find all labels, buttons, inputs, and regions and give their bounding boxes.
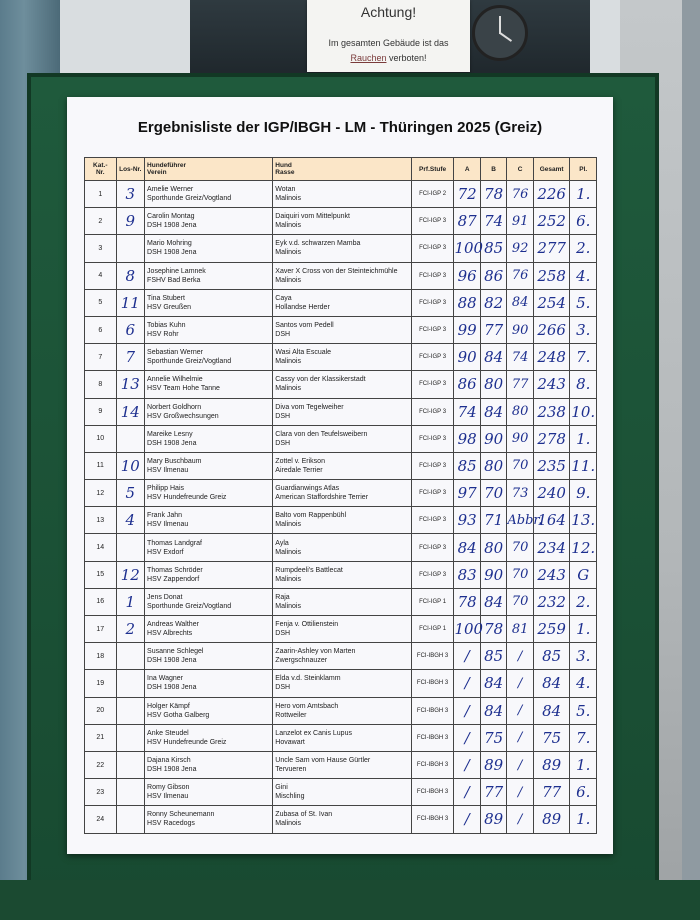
stufe-cell: FCI-IGP 3 (411, 480, 454, 507)
table-row (85, 697, 597, 724)
score-b-cell: 82 (480, 289, 506, 316)
score-a-cell: / (454, 779, 480, 806)
los-cell (116, 534, 145, 561)
los-cell (116, 751, 145, 778)
no-smoking-notice (307, 0, 470, 72)
table-row (85, 724, 597, 751)
total-cell: 75 (533, 724, 570, 751)
dog-cell: Elda v.d. Steinklamm DSH (273, 670, 411, 697)
los-cell: 4 (116, 507, 145, 534)
total-cell: 235 (533, 452, 570, 479)
score-a-cell: 93 (454, 507, 480, 534)
sheet-title: Ergebnisliste der IGP/IBGH - LM - Thüringen 2025 (Greiz) (137, 119, 543, 136)
handler-cell: Norbert Goldhorn HSV Großwechsungen (145, 398, 273, 425)
score-a-cell: / (454, 697, 480, 724)
kat-cell: 6 (85, 316, 117, 343)
score-b-cell: 74 (480, 208, 506, 235)
dog-cell: Caya Hollandse Herder (273, 289, 411, 316)
score-c-cell: 90 (507, 316, 533, 343)
score-a-cell: 85 (454, 452, 480, 479)
place-cell: 8. (570, 371, 597, 398)
score-b-cell: 85 (480, 643, 506, 670)
total-cell: 238 (533, 398, 570, 425)
los-cell: 3 (116, 181, 145, 208)
handler-cell: Philipp Hais HSV Hundefreunde Greiz (145, 480, 273, 507)
kat-cell: 11 (85, 452, 117, 479)
board-base (0, 880, 700, 920)
kat-cell: 19 (85, 670, 117, 697)
table-row (85, 181, 597, 208)
los-cell (116, 779, 145, 806)
stufe-cell: FCI-IGP 3 (411, 344, 454, 371)
stufe-cell: FCI-IGP 3 (411, 289, 454, 316)
score-a-cell: 72 (454, 181, 480, 208)
stufe-cell: FCI-IGP 1 (411, 616, 454, 643)
kat-cell: 7 (85, 344, 117, 371)
score-a-cell: 88 (454, 289, 480, 316)
place-cell: 2. (570, 235, 597, 262)
total-cell: 248 (533, 344, 570, 371)
stufe-cell: FCI-IBGH 3 (411, 697, 454, 724)
wall-clock-icon (472, 5, 528, 61)
header-stufe: Prf.Stufe (411, 158, 454, 181)
header-c: C (507, 158, 533, 181)
handler-cell: Tina Stubert HSV Greußen (145, 289, 273, 316)
total-cell: 258 (533, 262, 570, 289)
stufe-cell: FCI-IGP 3 (411, 262, 454, 289)
stufe-cell: FCI-IBGH 3 (411, 779, 454, 806)
score-b-cell: 89 (480, 751, 506, 778)
table-row (85, 806, 597, 833)
window-frame-bar (590, 0, 622, 75)
total-cell: 277 (533, 235, 570, 262)
dog-cell: Zaarin-Ashley von Marten Zwergschnauzer (273, 643, 411, 670)
score-c-cell: 74 (507, 344, 533, 371)
dog-cell: Ayla Malinois (273, 534, 411, 561)
place-cell: 3. (570, 643, 597, 670)
place-cell: 4. (570, 262, 597, 289)
kat-cell: 20 (85, 697, 117, 724)
dog-cell: Diva vom Tegelweiher DSH (273, 398, 411, 425)
stufe-cell: FCI-IGP 3 (411, 561, 454, 588)
place-cell: 6. (570, 779, 597, 806)
place-cell: 1. (570, 425, 597, 452)
dog-cell: Balto vom Rappenbühl Malinois (273, 507, 411, 534)
place-cell: 1. (570, 616, 597, 643)
score-a-cell: 100 (454, 235, 480, 262)
stufe-cell: FCI-IGP 3 (411, 316, 454, 343)
header-platz: Pl. (570, 158, 597, 181)
score-b-cell: 84 (480, 670, 506, 697)
los-cell: 12 (116, 561, 145, 588)
kat-cell: 22 (85, 751, 117, 778)
handler-cell: Andreas Walther HSV Albrechts (145, 616, 273, 643)
total-cell: 89 (533, 806, 570, 833)
dog-cell: Hero vom Amtsbach Rottweiler (273, 697, 411, 724)
stufe-cell: FCI-IGP 3 (411, 371, 454, 398)
dog-cell: Wotan Malinois (273, 181, 411, 208)
los-cell: 5 (116, 480, 145, 507)
dog-cell: Fenja v. Ottilienstein DSH (273, 616, 411, 643)
handler-cell: Holger Kämpf HSV Gotha Galberg (145, 697, 273, 724)
table-row (85, 616, 597, 643)
place-cell: 9. (570, 480, 597, 507)
score-c-cell: 70 (507, 588, 533, 615)
score-c-cell: / (507, 724, 533, 751)
stufe-cell: FCI-IGP 1 (411, 588, 454, 615)
table-row (85, 371, 597, 398)
dog-cell: Raja Malinois (273, 588, 411, 615)
dog-cell: Zubasa of St. Ivan Malinois (273, 806, 411, 833)
handler-cell: Thomas Schröder HSV Zappendorf (145, 561, 273, 588)
stufe-cell: FCI-IGP 3 (411, 534, 454, 561)
score-c-cell: 81 (507, 616, 533, 643)
total-cell: 85 (533, 643, 570, 670)
score-a-cell: / (454, 751, 480, 778)
los-cell: 9 (116, 208, 145, 235)
kat-cell: 8 (85, 371, 117, 398)
score-b-cell: 70 (480, 480, 506, 507)
total-cell: 259 (533, 616, 570, 643)
score-a-cell: / (454, 724, 480, 751)
place-cell: 3. (570, 316, 597, 343)
total-cell: 84 (533, 697, 570, 724)
handler-cell: Anke Steudel HSV Hundefreunde Greiz (145, 724, 273, 751)
kat-cell: 3 (85, 235, 117, 262)
los-cell (116, 806, 145, 833)
los-cell (116, 643, 145, 670)
table-row (85, 588, 597, 615)
score-c-cell: 76 (507, 181, 533, 208)
dog-cell: Cassy von der Klassikerstadt Malinois (273, 371, 411, 398)
score-a-cell: 74 (454, 398, 480, 425)
place-cell: G (570, 561, 597, 588)
table-row (85, 751, 597, 778)
handler-cell: Frank Jahn HSV Ilmenau (145, 507, 273, 534)
header-gesamt: Gesamt (533, 158, 570, 181)
dog-cell: Clara von den Teufelsweibern DSH (273, 425, 411, 452)
score-c-cell: 90 (507, 425, 533, 452)
total-cell: 252 (533, 208, 570, 235)
results-table (84, 157, 597, 834)
kat-cell: 21 (85, 724, 117, 751)
handler-cell: Sebastian Werner Sporthunde Greiz/Vogtland (145, 344, 273, 371)
dog-cell: Xaver X Cross von der Steinteichmühle Malinois (273, 262, 411, 289)
total-cell: 89 (533, 751, 570, 778)
total-cell: 234 (533, 534, 570, 561)
place-cell: 10. (570, 398, 597, 425)
score-b-cell: 80 (480, 371, 506, 398)
place-cell: 5. (570, 697, 597, 724)
window-frame-bar (60, 0, 190, 75)
score-a-cell: 100 (454, 616, 480, 643)
score-b-cell: 90 (480, 561, 506, 588)
total-cell: 164 (533, 507, 570, 534)
table-row (85, 398, 597, 425)
los-cell: 2 (116, 616, 145, 643)
dog-cell: Guardianwings Atlas American Staffordshire Terrier (273, 480, 411, 507)
kat-cell: 23 (85, 779, 117, 806)
los-cell: 8 (116, 262, 145, 289)
dog-cell: Zottel v. Erikson Airedale Terrier (273, 452, 411, 479)
total-cell: 240 (533, 480, 570, 507)
dog-cell: Santos vom Pedell DSH (273, 316, 411, 343)
stufe-cell: FCI-IGP 3 (411, 425, 454, 452)
score-c-cell: / (507, 643, 533, 670)
dog-cell: Uncle Sam vom Hause Gürtler Tervueren (273, 751, 411, 778)
handler-cell: Mary Buschbaum HSV Ilmenau (145, 452, 273, 479)
stufe-cell: FCI-IGP 3 (411, 208, 454, 235)
table-row (85, 561, 597, 588)
handler-cell: Amelie Werner Sporthunde Greiz/Vogtland (145, 181, 273, 208)
score-c-cell: 76 (507, 262, 533, 289)
score-a-cell: / (454, 670, 480, 697)
total-cell: 278 (533, 425, 570, 452)
los-cell (116, 425, 145, 452)
score-b-cell: 84 (480, 588, 506, 615)
place-cell: 4. (570, 670, 597, 697)
header-hundefuehrer: Hundeführer Verein (145, 158, 273, 181)
handler-cell: Dajana Kirsch DSH 1908 Jena (145, 751, 273, 778)
score-c-cell: 77 (507, 371, 533, 398)
handler-cell: Romy Gibson HSV Ilmenau (145, 779, 273, 806)
table-row (85, 425, 597, 452)
score-c-cell: / (507, 806, 533, 833)
kat-cell: 2 (85, 208, 117, 235)
handler-cell: Ina Wagner DSH 1908 Jena (145, 670, 273, 697)
place-cell: 12. (570, 534, 597, 561)
score-a-cell: / (454, 643, 480, 670)
place-cell: 13. (570, 507, 597, 534)
total-cell: 232 (533, 588, 570, 615)
handler-cell: Susanne Schlegel DSH 1908 Jena (145, 643, 273, 670)
score-b-cell: 77 (480, 316, 506, 343)
total-cell: 243 (533, 371, 570, 398)
place-cell: 2. (570, 588, 597, 615)
score-a-cell: 98 (454, 425, 480, 452)
score-c-cell: 80 (507, 398, 533, 425)
table-row (85, 452, 597, 479)
score-a-cell: 90 (454, 344, 480, 371)
score-b-cell: 80 (480, 534, 506, 561)
kat-cell: 4 (85, 262, 117, 289)
stufe-cell: FCI-IGP 3 (411, 235, 454, 262)
score-c-cell: 70 (507, 452, 533, 479)
score-b-cell: 80 (480, 452, 506, 479)
score-c-cell: / (507, 751, 533, 778)
header-a: A (454, 158, 480, 181)
score-c-cell: 92 (507, 235, 533, 262)
notice-text: Im gesamten Gebäude ist das Rauchen verboten! (328, 38, 449, 63)
los-cell: 11 (116, 289, 145, 316)
los-cell: 10 (116, 452, 145, 479)
kat-cell: 13 (85, 507, 117, 534)
score-b-cell: 86 (480, 262, 506, 289)
handler-cell: Ronny Scheunemann HSV Racedogs (145, 806, 273, 833)
score-a-cell: 99 (454, 316, 480, 343)
score-c-cell: / (507, 670, 533, 697)
table-row (85, 208, 597, 235)
header-los: Los-Nr. (116, 158, 145, 181)
score-c-cell: Abbr. (507, 507, 533, 534)
dog-cell: Rumpdeeli's Battlecat Malinois (273, 561, 411, 588)
score-c-cell: 70 (507, 561, 533, 588)
place-cell: 1. (570, 806, 597, 833)
notice-title: Achtung! (360, 4, 417, 20)
score-b-cell: 84 (480, 344, 506, 371)
score-b-cell: 78 (480, 181, 506, 208)
handler-cell: Mareike Lesny DSH 1908 Jena (145, 425, 273, 452)
handler-cell: Thomas Landgraf HSV Exdorf (145, 534, 273, 561)
place-cell: 7. (570, 344, 597, 371)
total-cell: 84 (533, 670, 570, 697)
score-c-cell: 84 (507, 289, 533, 316)
score-a-cell: 87 (454, 208, 480, 235)
score-c-cell: 73 (507, 480, 533, 507)
score-b-cell: 71 (480, 507, 506, 534)
los-cell: 1 (116, 588, 145, 615)
score-a-cell: 78 (454, 588, 480, 615)
total-cell: 77 (533, 779, 570, 806)
kat-cell: 1 (85, 181, 117, 208)
score-a-cell: 83 (454, 561, 480, 588)
stufe-cell: FCI-IGP 2 (411, 181, 454, 208)
total-cell: 243 (533, 561, 570, 588)
table-row (85, 289, 597, 316)
kat-cell: 5 (85, 289, 117, 316)
kat-cell: 10 (85, 425, 117, 452)
score-a-cell: 84 (454, 534, 480, 561)
place-cell: 7. (570, 724, 597, 751)
handler-cell: Mario Mohring DSH 1908 Jena (145, 235, 273, 262)
results-sheet (67, 97, 613, 854)
los-cell: 13 (116, 371, 145, 398)
table-row (85, 643, 597, 670)
dog-cell: Eyk v.d. schwarzen Mamba Malinois (273, 235, 411, 262)
dog-cell: Lanzelot ex Canis Lupus Hovawart (273, 724, 411, 751)
stufe-cell: FCI-IBGH 3 (411, 724, 454, 751)
score-a-cell: / (454, 806, 480, 833)
score-b-cell: 89 (480, 806, 506, 833)
los-cell: 14 (116, 398, 145, 425)
table-row (85, 316, 597, 343)
place-cell: 1. (570, 751, 597, 778)
kat-cell: 15 (85, 561, 117, 588)
table-row (85, 235, 597, 262)
score-c-cell: 91 (507, 208, 533, 235)
score-b-cell: 78 (480, 616, 506, 643)
kat-cell: 12 (85, 480, 117, 507)
header-kat: Kat.- Nr. (85, 158, 117, 181)
score-b-cell: 85 (480, 235, 506, 262)
stufe-cell: FCI-IGP 3 (411, 507, 454, 534)
score-c-cell: / (507, 697, 533, 724)
handler-cell: Josephine Lamnek FSHV Bad Berka (145, 262, 273, 289)
score-b-cell: 84 (480, 697, 506, 724)
score-b-cell: 84 (480, 398, 506, 425)
dog-cell: Wasi Alta Escuale Malinois (273, 344, 411, 371)
score-b-cell: 90 (480, 425, 506, 452)
table-row (85, 344, 597, 371)
stufe-cell: FCI-IGP 3 (411, 398, 454, 425)
stufe-cell: FCI-IBGH 3 (411, 751, 454, 778)
stufe-cell: FCI-IGP 3 (411, 452, 454, 479)
score-a-cell: 86 (454, 371, 480, 398)
score-b-cell: 77 (480, 779, 506, 806)
score-a-cell: 96 (454, 262, 480, 289)
score-c-cell: 70 (507, 534, 533, 561)
table-row (85, 779, 597, 806)
table-row (85, 670, 597, 697)
kat-cell: 18 (85, 643, 117, 670)
stufe-cell: FCI-IBGH 3 (411, 806, 454, 833)
handler-cell: Carolin Montag DSH 1908 Jena (145, 208, 273, 235)
los-cell: 7 (116, 344, 145, 371)
handler-cell: Tobias Kuhn HSV Rohr (145, 316, 273, 343)
table-header-row (85, 158, 597, 181)
place-cell: 1. (570, 181, 597, 208)
place-cell: 6. (570, 208, 597, 235)
kat-cell: 24 (85, 806, 117, 833)
table-row (85, 507, 597, 534)
kat-cell: 17 (85, 616, 117, 643)
place-cell: 11. (570, 452, 597, 479)
los-cell: 6 (116, 316, 145, 343)
los-cell (116, 724, 145, 751)
score-c-cell: / (507, 779, 533, 806)
table-row (85, 262, 597, 289)
total-cell: 226 (533, 181, 570, 208)
handler-cell: Annelie Wilhelmie HSV Team Hohe Tanne (145, 371, 273, 398)
dog-cell: Gini Mischling (273, 779, 411, 806)
header-hund: Hund Rasse (273, 158, 411, 181)
kat-cell: 14 (85, 534, 117, 561)
score-a-cell: 97 (454, 480, 480, 507)
stufe-cell: FCI-IBGH 3 (411, 643, 454, 670)
los-cell (116, 235, 145, 262)
table-row (85, 534, 597, 561)
table-row (85, 480, 597, 507)
dog-cell: Daiquiri vom Mittelpunkt Malinois (273, 208, 411, 235)
header-b: B (480, 158, 506, 181)
los-cell (116, 670, 145, 697)
los-cell (116, 697, 145, 724)
handler-cell: Jens Donat Sporthunde Greiz/Vogtland (145, 588, 273, 615)
kat-cell: 16 (85, 588, 117, 615)
place-cell: 5. (570, 289, 597, 316)
total-cell: 266 (533, 316, 570, 343)
stufe-cell: FCI-IBGH 3 (411, 670, 454, 697)
total-cell: 254 (533, 289, 570, 316)
score-b-cell: 75 (480, 724, 506, 751)
kat-cell: 9 (85, 398, 117, 425)
